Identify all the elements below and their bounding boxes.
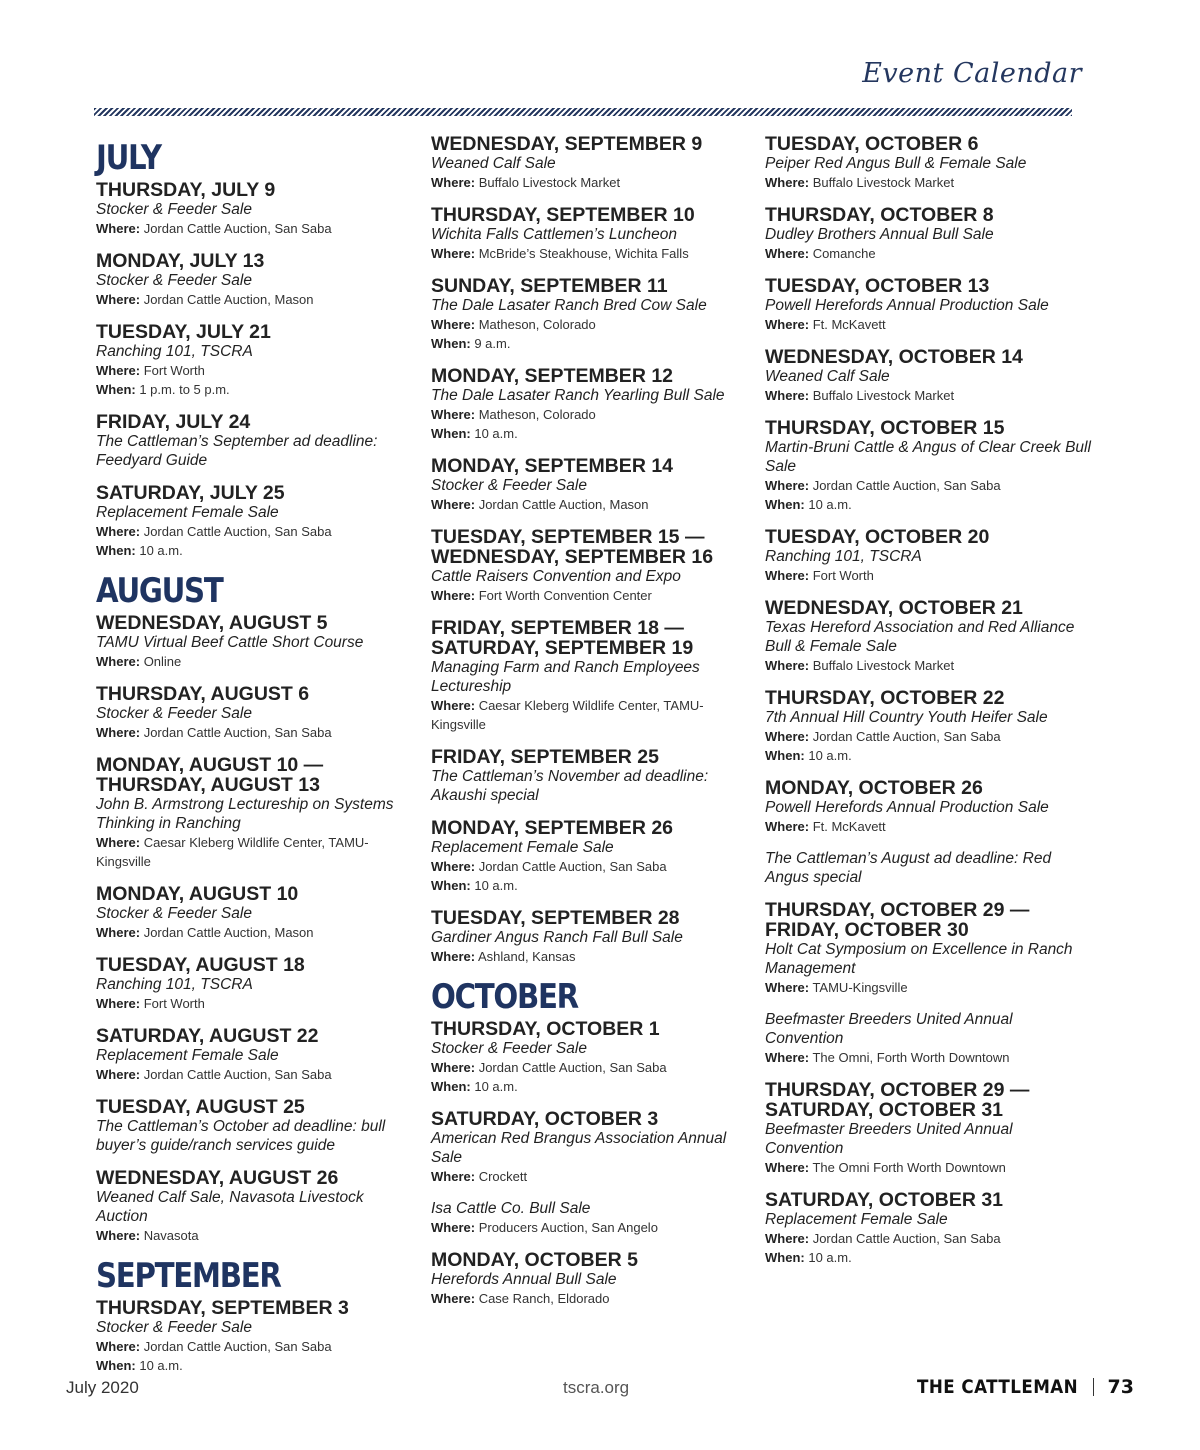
event-entry — [765, 134, 1095, 192]
event-name: Peiper Red Angus Bull & Female Sale — [765, 155, 1027, 172]
event-location — [96, 652, 416, 671]
when-label: When: — [96, 382, 136, 397]
event-date: WEDNESDAY, AUGUST 5 — [96, 612, 328, 634]
where-label: Where: — [96, 221, 141, 236]
where-label: Where: — [765, 478, 810, 493]
event-date: TUESDAY, SEPTEMBER 15 — WEDNESDAY, SEPTEMBER 16 — [431, 526, 714, 568]
event-date: THURSDAY, OCTOBER 1 — [431, 1018, 660, 1040]
when-label: When: — [431, 878, 471, 893]
event-name: 7th Annual Hill Country Youth Heifer Sale — [765, 709, 1048, 726]
event-location — [96, 1226, 416, 1245]
footer-website: tscra.org — [563, 1378, 630, 1397]
event-location — [431, 1167, 753, 1186]
month-heading: AUGUST — [96, 571, 223, 611]
when-value: 10 a.m. — [808, 1250, 852, 1265]
where-label: Where: — [96, 725, 141, 740]
when-value: 10 a.m. — [808, 748, 852, 763]
where-label: Where: — [431, 1220, 476, 1235]
event-name: The Dale Lasater Ranch Yearling Bull Sale — [431, 387, 725, 404]
where-label: Where: — [765, 1231, 810, 1246]
where-value: Comanche — [812, 246, 876, 261]
event-entry — [765, 900, 1095, 997]
event-entry — [431, 527, 753, 605]
event-entry — [96, 483, 416, 560]
event-location — [96, 219, 416, 238]
event-name: Weaned Calf Sale — [765, 368, 890, 385]
where-value: Jordan Cattle Auction, San Saba — [812, 729, 1001, 744]
event-date: TUESDAY, AUGUST 25 — [96, 1096, 305, 1118]
event-date: THURSDAY, OCTOBER 22 — [765, 687, 1005, 709]
where-value: Jordan Cattle Auction, Mason — [143, 292, 314, 307]
event-time — [765, 1248, 1095, 1267]
where-label: Where: — [431, 407, 476, 422]
event-date: THURSDAY, SEPTEMBER 10 — [431, 204, 695, 226]
event-date: MONDAY, SEPTEMBER 14 — [431, 455, 674, 477]
where-label: Where: — [96, 835, 141, 850]
event-name: Stocker & Feeder Sale — [96, 272, 252, 289]
where-value: Online — [143, 654, 182, 669]
event-date: TUESDAY, JULY 21 — [96, 321, 271, 343]
event-entry — [431, 134, 753, 192]
event-location — [431, 244, 753, 263]
event-date: THURSDAY, OCTOBER 8 — [765, 204, 994, 226]
where-value: TAMU-Kingsville — [812, 980, 908, 995]
event-location — [96, 923, 416, 942]
event-date: TUESDAY, SEPTEMBER 28 — [431, 907, 680, 929]
event-location — [431, 495, 753, 514]
event-name: Texas Hereford Association and Red Alliance Bull & Female Sale — [765, 619, 1075, 655]
event-date: SATURDAY, OCTOBER 3 — [431, 1108, 659, 1130]
event-entry — [765, 418, 1095, 514]
event-entry — [96, 1168, 416, 1245]
event-name: TAMU Virtual Beef Cattle Short Course — [96, 634, 364, 651]
footer-branding — [895, 1376, 1134, 1398]
event-name: Replacement Female Sale — [431, 839, 614, 856]
event-location — [431, 1218, 753, 1237]
where-value: Jordan Cattle Auction, Mason — [143, 925, 314, 940]
event-name: Cattle Raisers Convention and Expo — [431, 568, 681, 585]
event-entry — [765, 347, 1095, 405]
event-name: Holt Cat Symposium on Excellence in Ranch Management — [765, 941, 1073, 977]
where-label: Where: — [431, 1169, 476, 1184]
event-entry — [765, 598, 1095, 675]
where-value: The Omni, Forth Worth Downtown — [812, 1050, 1010, 1065]
when-value: 10 a.m. — [808, 497, 852, 512]
event-entry — [96, 251, 416, 309]
event-date: MONDAY, SEPTEMBER 12 — [431, 365, 674, 387]
when-label: When: — [765, 748, 805, 763]
event-entry — [96, 1097, 416, 1155]
event-name: Stocker & Feeder Sale — [96, 705, 252, 722]
event-date: THURSDAY, OCTOBER 29 — SATURDAY, OCTOBER 31 — [765, 1079, 1030, 1121]
where-value: Producers Auction, San Angelo — [478, 1220, 658, 1235]
event-date: THURSDAY, OCTOBER 15 — [765, 417, 1005, 439]
where-label: Where: — [431, 1291, 476, 1306]
footer-brand: THE CATTLEMAN — [917, 1376, 1079, 1398]
event-entry — [96, 1298, 416, 1375]
where-value: Buffalo Livestock Market — [812, 175, 955, 190]
event-entry — [765, 849, 1095, 887]
event-date: MONDAY, OCTOBER 5 — [431, 1249, 638, 1271]
where-label: Where: — [765, 658, 810, 673]
event-time — [96, 1356, 416, 1375]
event-location — [96, 290, 416, 309]
event-entry — [96, 955, 416, 1013]
event-name: Managing Farm and Ranch Employees Lectureship — [431, 659, 700, 695]
event-time — [431, 876, 753, 895]
where-label: Where: — [765, 317, 810, 332]
when-label: When: — [765, 497, 805, 512]
event-date: SATURDAY, JULY 25 — [96, 482, 285, 504]
where-label: Where: — [431, 1060, 476, 1075]
where-label: Where: — [431, 317, 476, 332]
event-location — [431, 405, 753, 424]
event-entry — [765, 778, 1095, 836]
where-label: Where: — [765, 568, 810, 583]
when-value: 10 a.m. — [474, 1079, 518, 1094]
event-location — [96, 994, 416, 1013]
footer-separator — [1093, 1378, 1094, 1396]
event-name: Ranching 101, TSCRA — [96, 976, 253, 993]
when-value: 10 a.m. — [139, 543, 183, 558]
event-date: WEDNESDAY, OCTOBER 21 — [765, 597, 1023, 619]
where-value: The Omni Forth Worth Downtown — [812, 1160, 1006, 1175]
where-value: Jordan Cattle Auction, Mason — [478, 497, 649, 512]
when-label: When: — [431, 426, 471, 441]
event-name: Stocker & Feeder Sale — [431, 1040, 587, 1057]
where-value: Jordan Cattle Auction, San Saba — [143, 1339, 332, 1354]
when-value: 1 p.m. to 5 p.m. — [139, 382, 230, 397]
event-entry — [765, 205, 1095, 263]
page-header-title: Event Calendar — [862, 58, 1082, 89]
event-time — [431, 334, 753, 353]
event-location — [765, 727, 1095, 746]
when-value: 10 a.m. — [139, 1358, 183, 1373]
event-entry — [96, 1026, 416, 1084]
event-entry — [765, 527, 1095, 585]
when-label: When: — [765, 1250, 805, 1265]
event-entry — [431, 456, 753, 514]
event-location — [431, 857, 753, 876]
event-location — [96, 723, 416, 742]
event-name: Gardiner Angus Ranch Fall Bull Sale — [431, 929, 683, 946]
event-name: Weaned Calf Sale — [431, 155, 556, 172]
where-value: Fort Worth — [812, 568, 874, 583]
event-name: Replacement Female Sale — [765, 1211, 948, 1228]
where-value: Jordan Cattle Auction, San Saba — [478, 859, 667, 874]
event-entry — [96, 884, 416, 942]
where-label: Where: — [431, 859, 476, 874]
event-location — [431, 315, 753, 334]
where-label: Where: — [96, 524, 141, 539]
event-name: The Cattleman’s November ad deadline: Akaushi special — [431, 768, 709, 804]
event-entry — [431, 205, 753, 263]
event-entry — [765, 1190, 1095, 1267]
event-date: WEDNESDAY, SEPTEMBER 9 — [431, 133, 703, 155]
event-location — [96, 1065, 416, 1084]
event-time — [765, 746, 1095, 765]
event-name: John B. Armstrong Lectureship on Systems Thinking in Ranching — [96, 796, 394, 832]
page-number: 73 — [1107, 1376, 1134, 1398]
event-name: The Cattleman’s August ad deadline: Red Angus special — [765, 850, 1052, 886]
when-value: 10 a.m. — [474, 426, 518, 441]
event-location — [96, 522, 416, 541]
where-label: Where: — [765, 729, 810, 744]
event-entry — [431, 366, 753, 443]
event-name: Wichita Falls Cattlemen’s Luncheon — [431, 226, 677, 243]
where-value: Crockett — [478, 1169, 528, 1184]
event-entry — [765, 276, 1095, 334]
event-date: MONDAY, JULY 13 — [96, 250, 265, 272]
where-label: Where: — [431, 588, 476, 603]
event-date: THURSDAY, JULY 9 — [96, 179, 276, 201]
event-name: Replacement Female Sale — [96, 1047, 279, 1064]
where-value: Fort Worth Convention Center — [478, 588, 652, 603]
event-name: Ranching 101, TSCRA — [96, 343, 253, 360]
event-date: MONDAY, OCTOBER 26 — [765, 777, 983, 799]
calendar-column-1 — [96, 134, 416, 1388]
event-location — [765, 476, 1095, 495]
event-location — [431, 696, 753, 734]
where-value: McBride’s Steakhouse, Wichita Falls — [478, 246, 689, 261]
where-label: Where: — [431, 698, 476, 713]
where-value: Jordan Cattle Auction, San Saba — [143, 725, 332, 740]
where-value: Jordan Cattle Auction, San Saba — [143, 221, 332, 236]
event-entry — [96, 755, 416, 871]
event-entry — [96, 684, 416, 742]
event-date: TUESDAY, OCTOBER 6 — [765, 133, 979, 155]
event-name: Dudley Brothers Annual Bull Sale — [765, 226, 994, 243]
event-date: TUESDAY, AUGUST 18 — [96, 954, 305, 976]
event-location — [765, 244, 1095, 263]
where-value: Ft. McKavett — [812, 819, 886, 834]
where-value: Jordan Cattle Auction, San Saba — [812, 1231, 1001, 1246]
event-entry — [765, 688, 1095, 765]
footer-issue-date: July 2020 — [66, 1378, 139, 1397]
event-name: Stocker & Feeder Sale — [96, 905, 252, 922]
event-date: TUESDAY, OCTOBER 13 — [765, 275, 990, 297]
event-location — [765, 315, 1095, 334]
event-name: The Cattleman’s September ad deadline: Feedyard Guide — [96, 433, 378, 469]
event-date: FRIDAY, JULY 24 — [96, 411, 251, 433]
where-value: Navasota — [143, 1228, 199, 1243]
calendar-column-3 — [765, 134, 1095, 1280]
event-entry — [96, 613, 416, 671]
calendar-column-2 — [431, 134, 753, 1321]
event-date: SATURDAY, OCTOBER 31 — [765, 1189, 1004, 1211]
event-entry — [431, 908, 753, 966]
event-name: American Red Brangus Association Annual Sale — [431, 1130, 727, 1166]
event-entry — [431, 618, 753, 734]
event-location — [765, 386, 1095, 405]
event-location — [431, 173, 753, 192]
event-location — [765, 566, 1095, 585]
event-name: Powell Herefords Annual Production Sale — [765, 799, 1049, 816]
where-value: Jordan Cattle Auction, San Saba — [478, 1060, 667, 1075]
event-name: Beefmaster Breeders United Annual Convention — [765, 1121, 1013, 1157]
where-label: Where: — [765, 1050, 810, 1065]
event-location — [431, 947, 753, 966]
where-label: Where: — [765, 175, 810, 190]
where-value: Caesar Kleberg Wildlife Center, TAMU-Kingsville — [96, 835, 369, 869]
when-label: When: — [431, 1079, 471, 1094]
event-entry — [431, 1250, 753, 1308]
event-name: Beefmaster Breeders United Annual Convention — [765, 1011, 1013, 1047]
where-label: Where: — [96, 1067, 141, 1082]
where-value: Buffalo Livestock Market — [812, 658, 955, 673]
event-location — [765, 173, 1095, 192]
where-label: Where: — [765, 980, 810, 995]
where-value: Caesar Kleberg Wildlife Center, TAMU-Kingsville — [431, 698, 704, 732]
event-entry — [96, 180, 416, 238]
event-date: MONDAY, AUGUST 10 — [96, 883, 299, 905]
where-value: Ashland, Kansas — [477, 949, 576, 964]
event-location — [96, 833, 416, 871]
event-name: Stocker & Feeder Sale — [431, 477, 587, 494]
event-name: Stocker & Feeder Sale — [96, 201, 252, 218]
event-entry — [96, 322, 416, 399]
event-entry — [431, 1109, 753, 1186]
where-label: Where: — [431, 175, 476, 190]
event-location — [765, 1229, 1095, 1248]
event-entry — [431, 747, 753, 805]
event-time — [431, 1077, 753, 1096]
where-label: Where: — [431, 949, 476, 964]
event-location — [765, 656, 1095, 675]
event-date: TUESDAY, OCTOBER 20 — [765, 526, 990, 548]
event-name: Replacement Female Sale — [96, 504, 279, 521]
event-location — [765, 1158, 1095, 1177]
where-value: Case Ranch, Eldorado — [478, 1291, 610, 1306]
event-date: WEDNESDAY, OCTOBER 14 — [765, 346, 1023, 368]
event-location — [96, 361, 416, 380]
event-time — [431, 424, 753, 443]
where-label: Where: — [765, 819, 810, 834]
where-value: Matheson, Colorado — [478, 317, 596, 332]
event-time — [765, 495, 1095, 514]
event-name: Isa Cattle Co. Bull Sale — [431, 1200, 591, 1217]
event-location — [431, 1289, 753, 1308]
event-name: The Dale Lasater Ranch Bred Cow Sale — [431, 297, 707, 314]
event-name: Powell Herefords Annual Production Sale — [765, 297, 1049, 314]
where-label: Where: — [765, 1160, 810, 1175]
when-value: 9 a.m. — [474, 336, 511, 351]
where-label: Where: — [765, 388, 810, 403]
event-entry — [431, 1199, 753, 1237]
where-label: Where: — [96, 1228, 141, 1243]
where-label: Where: — [96, 925, 141, 940]
event-location — [765, 1048, 1095, 1067]
event-date: SUNDAY, SEPTEMBER 11 — [431, 275, 668, 297]
where-label: Where: — [431, 497, 476, 512]
where-value: Fort Worth — [143, 363, 205, 378]
where-label: Where: — [96, 1339, 141, 1354]
when-label: When: — [96, 543, 136, 558]
event-date: THURSDAY, AUGUST 6 — [96, 683, 310, 705]
event-date: SATURDAY, AUGUST 22 — [96, 1025, 319, 1047]
event-entry — [431, 276, 753, 353]
where-value: Jordan Cattle Auction, San Saba — [143, 524, 332, 539]
where-label: Where: — [431, 246, 476, 261]
where-label: Where: — [96, 292, 141, 307]
event-date: FRIDAY, SEPTEMBER 18 — SATURDAY, SEPTEMBER 19 — [431, 617, 694, 659]
where-value: Ft. McKavett — [812, 317, 886, 332]
month-heading: SEPTEMBER — [96, 1256, 281, 1296]
where-value: Buffalo Livestock Market — [812, 388, 955, 403]
event-entry — [431, 1019, 753, 1096]
event-date: WEDNESDAY, AUGUST 26 — [96, 1167, 339, 1189]
event-location — [96, 1337, 416, 1356]
event-name: The Cattleman’s October ad deadline: bull buyer’s guide/ranch services guide — [96, 1118, 386, 1154]
event-location — [765, 978, 1095, 997]
month-heading: OCTOBER — [431, 977, 578, 1017]
where-value: Buffalo Livestock Market — [478, 175, 621, 190]
event-date: THURSDAY, SEPTEMBER 3 — [96, 1297, 349, 1319]
where-label: Where: — [96, 654, 141, 669]
where-label: Where: — [96, 996, 141, 1011]
event-date: THURSDAY, OCTOBER 29 — FRIDAY, OCTOBER 30 — [765, 899, 1030, 941]
where-value: Matheson, Colorado — [478, 407, 596, 422]
event-time — [96, 380, 416, 399]
event-location — [431, 1058, 753, 1077]
where-label: Where: — [96, 363, 141, 378]
event-name: Herefords Annual Bull Sale — [431, 1271, 617, 1288]
header-divider — [94, 108, 1072, 116]
event-name: Weaned Calf Sale, Navasota Livestock Auction — [96, 1189, 364, 1225]
event-name: Martin-Bruni Cattle & Angus of Clear Creek Bull Sale — [765, 439, 1091, 475]
event-name: Ranching 101, TSCRA — [765, 548, 922, 565]
when-label: When: — [431, 336, 471, 351]
where-value: Jordan Cattle Auction, San Saba — [812, 478, 1001, 493]
where-value: Fort Worth — [143, 996, 205, 1011]
month-heading: JULY — [96, 138, 161, 178]
when-label: When: — [96, 1358, 136, 1373]
event-date: FRIDAY, SEPTEMBER 25 — [431, 746, 659, 768]
event-entry — [765, 1010, 1095, 1067]
event-entry — [96, 412, 416, 470]
event-entry — [765, 1080, 1095, 1177]
where-label: Where: — [765, 246, 810, 261]
event-location — [765, 817, 1095, 836]
where-value: Jordan Cattle Auction, San Saba — [143, 1067, 332, 1082]
event-name: Stocker & Feeder Sale — [96, 1319, 252, 1336]
event-date: MONDAY, AUGUST 10 — THURSDAY, AUGUST 13 — [96, 754, 324, 796]
event-time — [96, 541, 416, 560]
event-location — [431, 586, 753, 605]
when-value: 10 a.m. — [474, 878, 518, 893]
event-date: MONDAY, SEPTEMBER 26 — [431, 817, 674, 839]
event-entry — [431, 818, 753, 895]
